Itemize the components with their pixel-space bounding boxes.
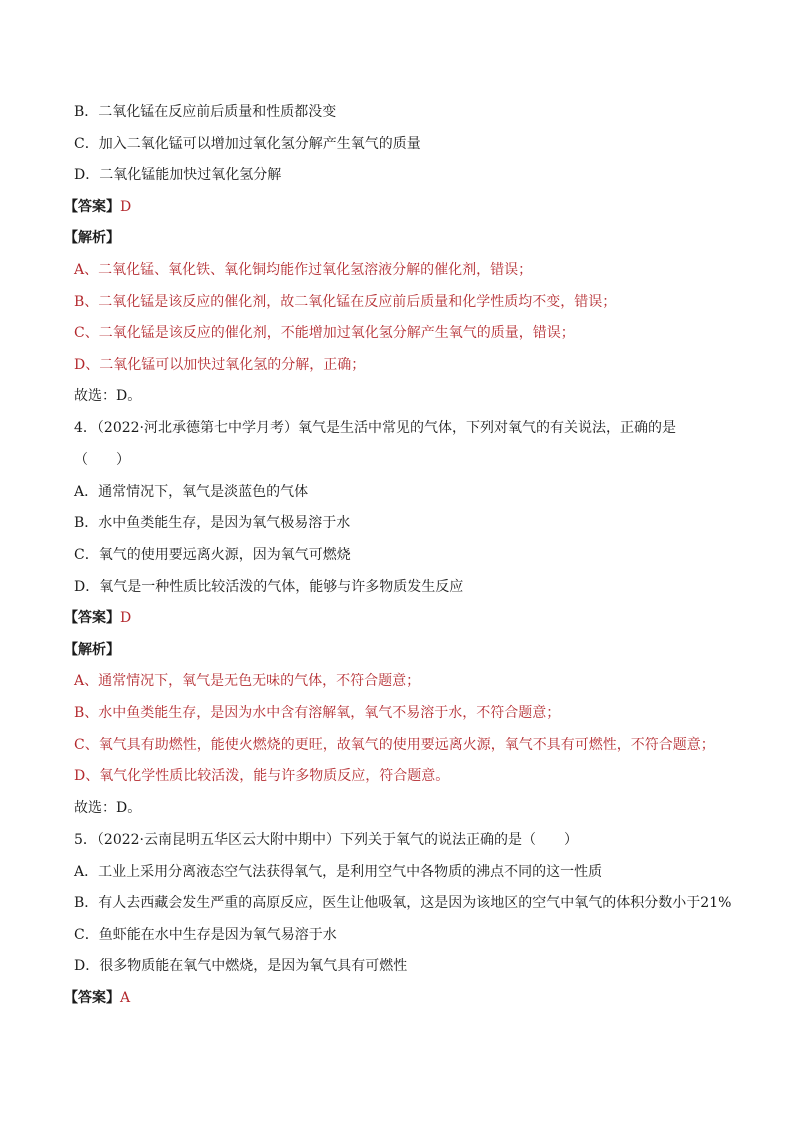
q4-analysis-b: B、水中鱼类能生存，是因为水中含有溶解氧，氧气不易溶于水，不符合题意； bbox=[74, 705, 561, 721]
q3-analysis-b: B、二氧化锰是该反应的催化剂，故二氧化锰在反应前后质量和化学性质均不变，错误； bbox=[74, 294, 617, 310]
q5-option-a: A．工业上采用分离液态空气法获得氧气，是利用空气中各物质的沸点不同的这一性质 bbox=[74, 864, 603, 880]
q5-stem: 5．（2022·云南昆明五华区云大附中期中）下列关于氧气的说法正确的是（ ） bbox=[74, 832, 578, 848]
q3-option-c: C．加入二氧化锰可以增加过氧化氢分解产生氧气的质量 bbox=[74, 136, 421, 152]
q5-option-b: B．有人去西藏会发生严重的高原反应，医生让他吸氧，这是因为该地区的空气中氧气的体积分数小于21% bbox=[74, 895, 732, 911]
q3-analysis-tag: 【解析】 bbox=[64, 230, 120, 246]
q3-analysis-d: D、二氧化锰可以加快过氧化氢的分解，正确； bbox=[74, 357, 366, 373]
q3-analysis-c: C、二氧化锰是该反应的催化剂，不能增加过氧化氢分解产生氧气的质量，错误； bbox=[74, 325, 575, 341]
q5-option-c: C．鱼虾能在水中生存是因为氧气易溶于水 bbox=[74, 927, 337, 943]
q4-answer bbox=[64, 609, 131, 627]
answer-value: D bbox=[120, 610, 132, 626]
q3-analysis-a: A、二氧化锰、氧化铁、氧化铜均能作过氧化氢溶液分解的催化剂，错误； bbox=[74, 262, 533, 278]
q5-answer bbox=[64, 989, 130, 1007]
q4-conclusion: 故选：D。 bbox=[74, 800, 142, 816]
q4-stem-line2: （ ） bbox=[74, 452, 130, 468]
q4-option-c: C．氧气的使用要远离火源，因为氧气可燃烧 bbox=[74, 547, 351, 563]
answer-tag: 【答案】 bbox=[64, 610, 120, 626]
q5-option-d: D．很多物质能在氧气中燃烧，是因为氧气具有可燃性 bbox=[74, 958, 408, 974]
q4-option-d: D．氧气是一种性质比较活泼的气体，能够与许多物质发生反应 bbox=[74, 579, 464, 595]
q3-conclusion: 故选：D。 bbox=[74, 388, 142, 404]
q4-option-b: B．水中鱼类能生存，是因为氧气极易溶于水 bbox=[74, 515, 351, 531]
q3-answer bbox=[64, 198, 131, 216]
q3-option-b: B．二氧化锰在反应前后质量和性质都没变 bbox=[74, 104, 337, 120]
q4-analysis-d: D、氧气化学性质比较活泼，能与许多物质反应，符合题意。 bbox=[74, 768, 450, 784]
answer-value: A bbox=[120, 990, 131, 1006]
answer-tag: 【答案】 bbox=[64, 990, 120, 1006]
answer-value: D bbox=[120, 199, 132, 215]
q4-analysis-a: A、通常情况下，氧气是无色无味的气体，不符合题意； bbox=[74, 673, 421, 689]
q4-stem-line1: 4．（2022·河北承德第七中学月考）氧气是生活中常见的气体，下列对氧气的有关说法，正确的是 bbox=[74, 420, 676, 436]
q4-option-a: A．通常情况下，氧气是淡蓝色的气体 bbox=[74, 484, 309, 500]
answer-tag: 【答案】 bbox=[64, 199, 120, 215]
q4-analysis-tag: 【解析】 bbox=[64, 642, 120, 658]
q4-analysis-c: C、氧气具有助燃性，能使火燃烧的更旺，故氧气的使用要远离火源，氧气不具有可燃性，不符合题意； bbox=[74, 737, 715, 753]
q3-option-d: D．二氧化锰能加快过氧化氢分解 bbox=[74, 167, 282, 183]
